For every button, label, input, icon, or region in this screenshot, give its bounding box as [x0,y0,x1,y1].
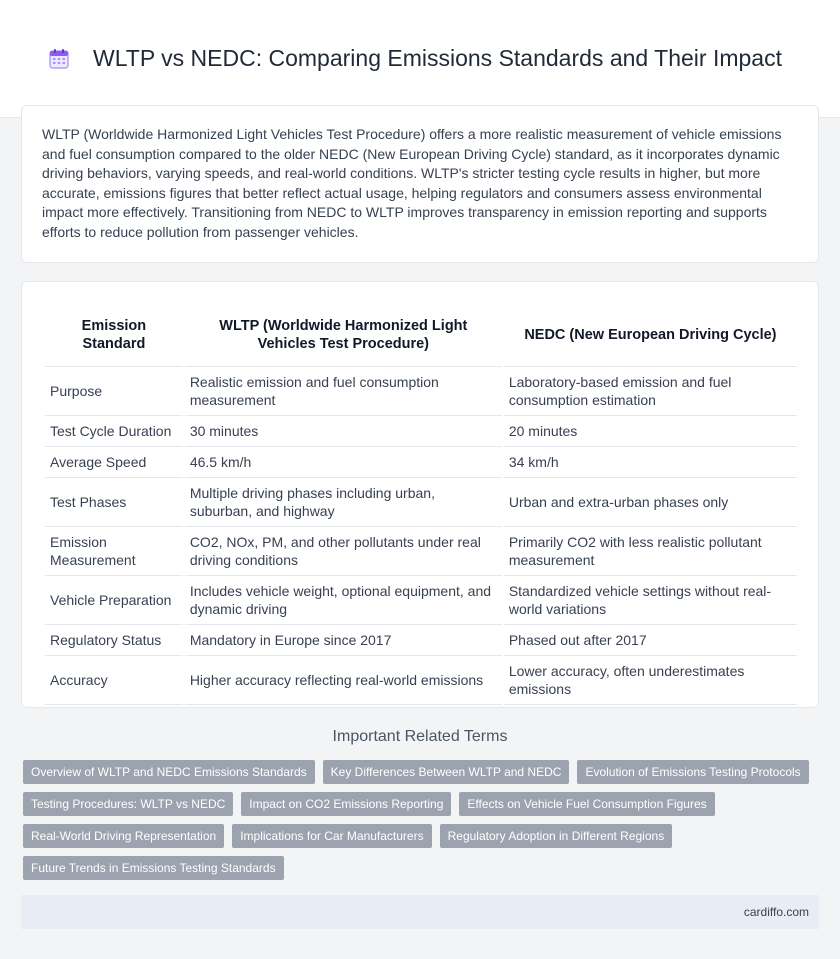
table-cell: Urban and extra-urban phases only [504,478,797,527]
footer [21,895,819,929]
table-cell: Regulatory Status [45,625,183,656]
column-header: WLTP (Worldwide Harmonized Light Vehicles Test Procedure) [185,304,502,367]
table-cell: Emission Measurement [45,527,183,576]
table-row [45,656,797,705]
table-cell: Mandatory in Europe since 2017 [185,625,502,656]
related-term-tag[interactable]: Real-World Driving Representation [23,824,224,848]
related-terms-list [23,760,823,880]
table-cell: 34 km/h [504,447,797,478]
table-row [45,416,797,447]
table-cell: Test Phases [45,478,183,527]
related-term-tag[interactable]: Testing Procedures: WLTP vs NEDC [23,792,233,816]
table-cell: Average Speed [45,447,183,478]
related-term-tag[interactable]: Implications for Car Manufacturers [232,824,431,848]
table-cell: Laboratory-based emission and fuel consumption estimation [504,367,797,416]
table-cell: Realistic emission and fuel consumption measurement [185,367,502,416]
table-cell: Includes vehicle weight, optional equipment, and dynamic driving [185,576,502,625]
table-row [45,447,797,478]
related-term-tag[interactable]: Future Trends in Emissions Testing Standards [23,856,284,880]
table-cell: 20 minutes [504,416,797,447]
related-term-tag[interactable]: Impact on CO2 Emissions Reporting [241,792,451,816]
related-term-tag[interactable]: Regulatory Adoption in Different Regions [440,824,673,848]
comparison-table [43,304,799,705]
table-row [45,576,797,625]
table-row [45,478,797,527]
intro-card [21,105,819,263]
table-header-row [45,304,797,367]
table-cell: 46.5 km/h [185,447,502,478]
table-cell: Primarily CO2 with less realistic pollutant measurement [504,527,797,576]
table-cell: Purpose [45,367,183,416]
table-cell: Multiple driving phases including urban, suburban, and highway [185,478,502,527]
table-row [45,527,797,576]
table-cell: Test Cycle Duration [45,416,183,447]
related-term-tag[interactable]: Effects on Vehicle Fuel Consumption Figures [459,792,714,816]
table-cell: 30 minutes [185,416,502,447]
calendar-icon [47,47,71,71]
related-term-tag[interactable]: Key Differences Between WLTP and NEDC [323,760,570,784]
table-cell: Phased out after 2017 [504,625,797,656]
related-term-tag[interactable]: Overview of WLTP and NEDC Emissions Standards [23,760,315,784]
column-header: Emission Standard [45,304,183,367]
table-cell: Standardized vehicle settings without real-world variations [504,576,797,625]
column-header: NEDC (New European Driving Cycle) [504,304,797,367]
table-cell: Lower accuracy, often underestimates emissions [504,656,797,705]
table-row [45,625,797,656]
table-cell: Accuracy [45,656,183,705]
table-cell: Higher accuracy reflecting real-world emissions [185,656,502,705]
page-header [0,0,840,118]
related-terms-heading: Important Related Terms [332,728,508,745]
table-cell: CO2, NOx, PM, and other pollutants under real driving conditions [185,527,502,576]
table-cell: Vehicle Preparation [45,576,183,625]
related-term-tag[interactable]: Evolution of Emissions Testing Protocols [577,760,808,784]
page-title: WLTP vs NEDC: Comparing Emissions Standards and Their Impact [93,45,782,71]
intro-paragraph: WLTP (Worldwide Harmonized Light Vehicles Test Procedure) offers a more realistic measurement of vehicle emissions and fuel consumption compared to the older NEDC (New European Driving Cycle) standard, as it incorporates dynamic driving behaviors, varying speeds, and real-world conditions. WLTP's stricter testing cycle results in higher, but more accurate, emissions figures that better reflect actual usage, helping regulators and consumers assess environmental impact more effectively. Transitioning from NEDC to WLTP improves transparency in emission reporting and supports efforts to reduce pollution from passenger vehicles. [42,126,782,240]
footer-site-link[interactable]: cardiffo.com [743,905,809,919]
table-row [45,367,797,416]
comparison-card [21,281,819,708]
